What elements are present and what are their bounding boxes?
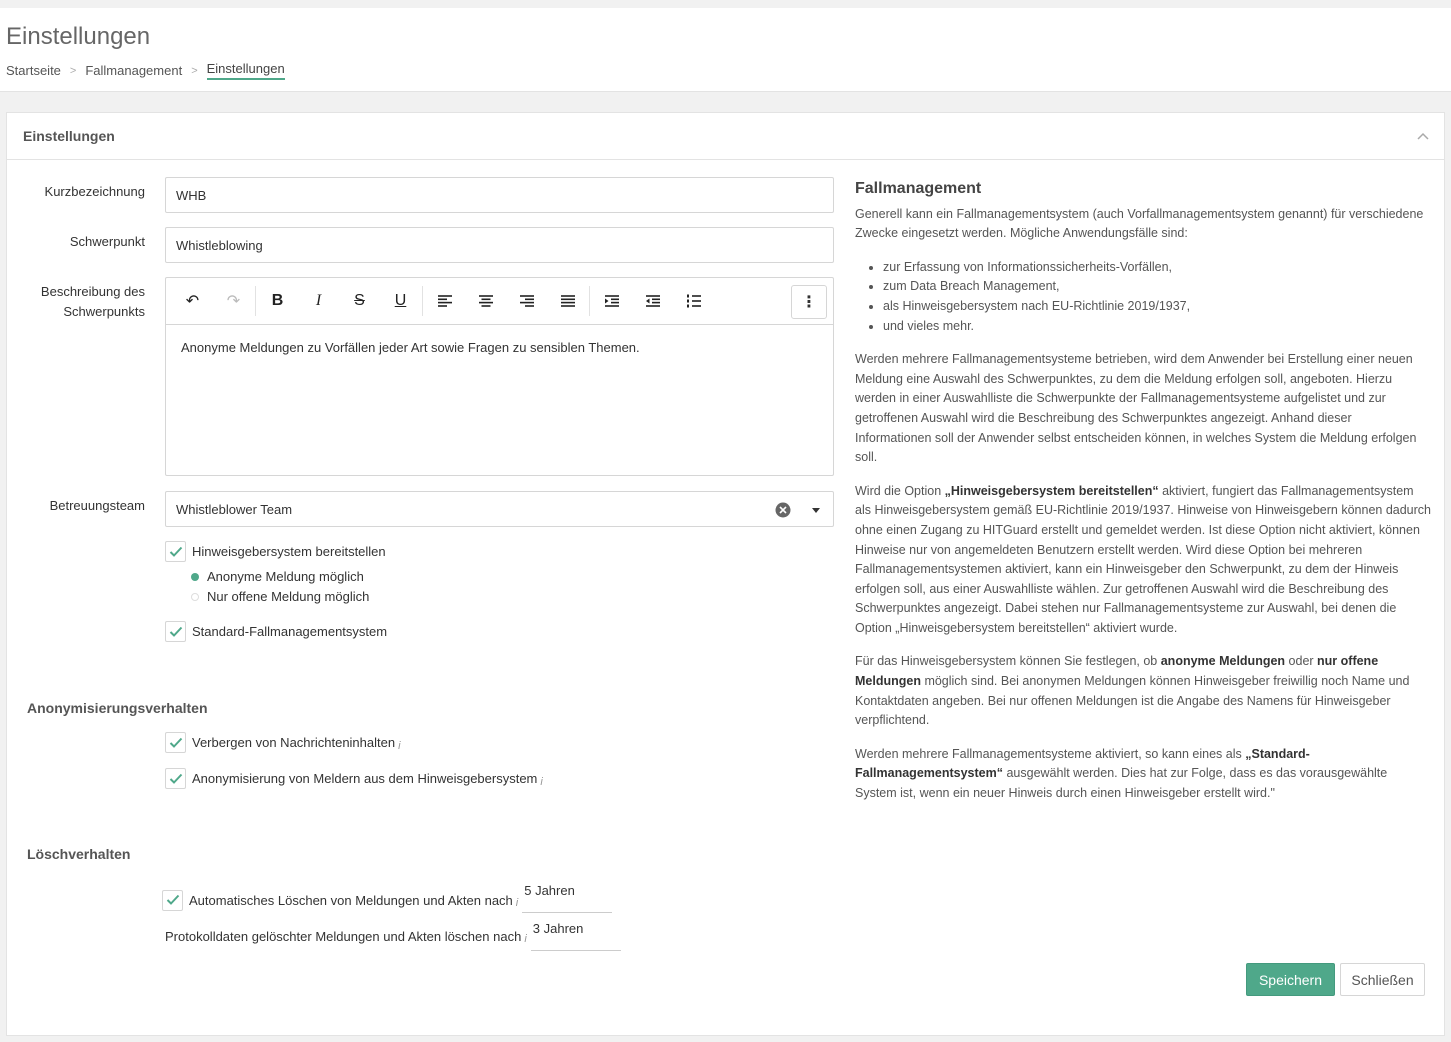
- breadcrumb-current: Einstellungen: [207, 61, 285, 80]
- radio-anonym[interactable]: [191, 569, 364, 584]
- help-paragraph: [855, 652, 1431, 730]
- rich-text-editor: [165, 277, 834, 476]
- settings-panel: [6, 112, 1445, 1036]
- help-bold: nur offene Meldungen: [855, 654, 1379, 689]
- hinweisgeber-label: Hinweisgebersystem bereitstellen: [192, 544, 386, 559]
- help-bold: anonyme Meldungen: [1160, 654, 1286, 669]
- numbered-list-icon[interactable]: [673, 286, 714, 316]
- help-bold: „Hinweisgebersystem bereitstellen“: [944, 483, 1159, 498]
- radio-anonym-label: Anonyme Meldung möglich: [207, 569, 364, 584]
- auto-loeschen-duration[interactable]: 5 Jahren: [522, 883, 612, 913]
- checkmark-icon: [169, 626, 183, 638]
- radio-anonym-selected[interactable]: [191, 573, 199, 581]
- help-text-span: Für das Hinweisgebersystem können Sie festlegen, ob: [855, 654, 1161, 669]
- underline-icon[interactable]: U: [394, 292, 407, 309]
- anonymisierung-option[interactable]: [165, 768, 543, 789]
- italic-icon[interactable]: I: [315, 292, 322, 309]
- checkmark-icon: [166, 894, 180, 906]
- auto-loeschen-option[interactable]: [162, 885, 612, 915]
- align-left-icon[interactable]: [424, 286, 465, 316]
- align-justify-icon[interactable]: [547, 286, 588, 316]
- bold-icon[interactable]: B: [271, 292, 284, 309]
- help-list-item: • zur Erfassung von Informationssicherheits-Vorfällen,: [883, 258, 1431, 278]
- kurzbezeichnung-input[interactable]: WHB: [165, 177, 834, 213]
- protokoll-loeschen-label: Protokolldaten gelöschter Meldungen und Akten löschen nach: [165, 928, 522, 944]
- verbergen-option[interactable]: [165, 732, 401, 753]
- help-paragraph: [855, 745, 1431, 804]
- verbergen-label: Verbergen von Nachrichteninhalten: [192, 735, 396, 750]
- toolbar-divider: [422, 286, 423, 316]
- hinweisgeber-option[interactable]: [165, 541, 386, 562]
- help-text: [855, 179, 1431, 818]
- clear-icon[interactable]: [775, 502, 791, 518]
- kurzbezeichnung-label: Kurzbezeichnung: [44, 184, 145, 199]
- info-icon[interactable]: i: [524, 933, 527, 945]
- help-text-span: ausgewählt werden. Dies hat zur Folge, dass es das vorausgewählte System ist, wenn ein neuer Hinweis durch einen Hinweisgeber erstellt wird.": [855, 766, 1388, 801]
- breadcrumb-separator: >: [191, 64, 198, 77]
- help-list-item: • und vieles mehr.: [883, 317, 1431, 337]
- chevron-down-icon[interactable]: [812, 508, 820, 513]
- close-button[interactable]: Schließen: [1340, 963, 1425, 996]
- auto-loeschen-checkbox[interactable]: [162, 890, 183, 911]
- betreuungsteam-value: Whistleblower Team: [176, 501, 293, 517]
- hinweisgeber-checkbox[interactable]: [165, 541, 186, 562]
- strikethrough-icon[interactable]: S: [354, 292, 365, 309]
- redo-icon[interactable]: ↷: [226, 293, 241, 310]
- radio-offen-unselected[interactable]: [191, 593, 199, 601]
- betreuungsteam-select[interactable]: [165, 491, 834, 527]
- toolbar-divider: [589, 286, 590, 316]
- help-text-span: Werden mehrere Fallmanagementsysteme aktiviert, so kann eines als: [855, 746, 1246, 761]
- checkmark-icon: [169, 773, 183, 785]
- help-text-span: aktiviert, fungiert das Fallmanagementsystem als Hinweisgebersystem gemäß EU-Richtlinie 2019/1937. Hinweise von Hinweisgebern können dadurch ohne einen Zugang zu HITGuard erstellt und gemeldet werden. Ist diese Option nicht aktiviert, können Hinweise nur von angemeldeten Benutzern erstellt werden. Wird diese Option bei mehreren Fallmanagementsystemen aktiviert, kann ein Hinweisgeber den Schwerpunkt, zu dem der Hinweis erfolgen soll, aus einer Auswahlliste wählen. Zur getroffenen Auswahl wird die Beschreibung des Schwerpunktes angezeigt. Dabei stehen nur Fallmanagementsysteme zur Auswahl, bei denen die Option „Hinweisgebersystem bereitstellen“ aktiviert wurde.: [855, 483, 1431, 635]
- info-icon[interactable]: i: [540, 775, 543, 788]
- help-paragraph: Generell kann ein Fallmanagementsystem (auch Vorfallmanagementsystem genannt) für verschiedene Zwecke eingesetzt werden. Mögliche Anwendungsfälle sind:: [855, 206, 1424, 241]
- breadcrumb: [6, 61, 285, 80]
- info-icon[interactable]: i: [515, 897, 519, 909]
- anonymisierung-checkbox[interactable]: [165, 768, 186, 789]
- checkmark-icon: [169, 546, 183, 558]
- help-title: Fallmanagement: [855, 180, 982, 197]
- beschreibung-label: [13, 282, 145, 322]
- standard-option[interactable]: [165, 621, 387, 642]
- panel-title: Einstellungen: [23, 128, 115, 144]
- anonymisierung-title: Anonymisierungsverhalten: [27, 700, 208, 716]
- align-right-icon[interactable]: [506, 286, 547, 316]
- verbergen-checkbox[interactable]: [165, 732, 186, 753]
- breadcrumb-home[interactable]: Startseite: [6, 63, 61, 78]
- help-paragraph: [855, 482, 1431, 639]
- loeschverhalten-title: Löschverhalten: [27, 846, 131, 862]
- editor-toolbar: [166, 278, 833, 325]
- indent-icon[interactable]: [591, 286, 632, 316]
- page-title: Einstellungen: [6, 23, 151, 50]
- help-list-item: • zum Data Breach Management,: [883, 277, 1431, 297]
- page-header: [0, 8, 1451, 92]
- outdent-icon[interactable]: [632, 286, 673, 316]
- radio-offen-label: Nur offene Meldung möglich: [207, 589, 370, 604]
- schwerpunkt-label: Schwerpunkt: [69, 234, 145, 249]
- align-center-icon[interactable]: [465, 286, 506, 316]
- help-text-span: oder: [1285, 654, 1318, 669]
- help-bold: „Standard-Fallmanagementsystem“: [855, 746, 1310, 781]
- beschreibung-label-line1: Beschreibung des: [40, 284, 145, 299]
- auto-loeschen-label: Automatisches Löschen von Meldungen und Akten nach: [189, 892, 513, 908]
- breadcrumb-fallmanagement[interactable]: Fallmanagement: [85, 63, 183, 78]
- anonymisierung-label: Anonymisierung von Meldern aus dem Hinweisgebersystem: [192, 771, 538, 786]
- checkmark-icon: [169, 737, 183, 749]
- protokoll-loeschen-duration[interactable]: 3 Jahren: [531, 921, 621, 951]
- save-button[interactable]: Speichern: [1246, 963, 1335, 996]
- standard-label: Standard-Fallmanagementsystem: [192, 624, 388, 639]
- more-options-icon[interactable]: ⋮: [791, 285, 827, 319]
- help-text-span: möglich sind. Bei anonymen Meldungen können Hinweisgeber freiwillig noch Name und Kontaktdaten angeben. Bei nur offenen Meldungen ist die Angabe des Namens für Hinweisgeber verpflichtend.: [855, 674, 1410, 728]
- undo-icon[interactable]: ↶: [185, 293, 200, 310]
- help-list: [883, 258, 1431, 336]
- standard-checkbox[interactable]: [165, 621, 186, 642]
- breadcrumb-separator: >: [69, 64, 77, 77]
- radio-offen[interactable]: [191, 589, 369, 604]
- panel-heading: [7, 113, 1444, 160]
- help-list-item: • als Hinweisgebersystem nach EU-Richtlinie 2019/1937,: [883, 297, 1431, 317]
- toolbar-divider: [255, 286, 256, 316]
- help-text-span: Wird die Option: [855, 483, 945, 498]
- editor-content[interactable]: Anonyme Meldungen zu Vorfällen jeder Art sowie Fragen zu sensiblen Themen.: [181, 340, 640, 355]
- help-paragraph: Werden mehrere Fallmanagementsysteme betrieben, wird dem Anwender bei Erstellung einer neuen Meldung eine Auswahl des Schwerpunktes, zu dem die Meldung erfolgen soll, angeboten. Hierzu werden in einer Auswahlliste die Schwerpunkte der Fallmanagementsysteme aufgelistet und zur getroffenen Auswahl wird die Beschreibung des Schwerpunktes angezeigt. Anhand dieser Informationen soll der Anwender selbst entscheiden können, in welches System die Meldung erfolgen soll.: [855, 352, 1417, 465]
- protokoll-loeschen-row: [165, 921, 621, 951]
- beschreibung-label-line2: Schwerpunkts: [63, 304, 145, 319]
- info-icon[interactable]: i: [398, 739, 401, 752]
- chevron-up-icon[interactable]: [1416, 129, 1430, 143]
- betreuungsteam-label: Betreuungsteam: [49, 498, 145, 513]
- schwerpunkt-input[interactable]: Whistleblowing: [165, 227, 834, 263]
